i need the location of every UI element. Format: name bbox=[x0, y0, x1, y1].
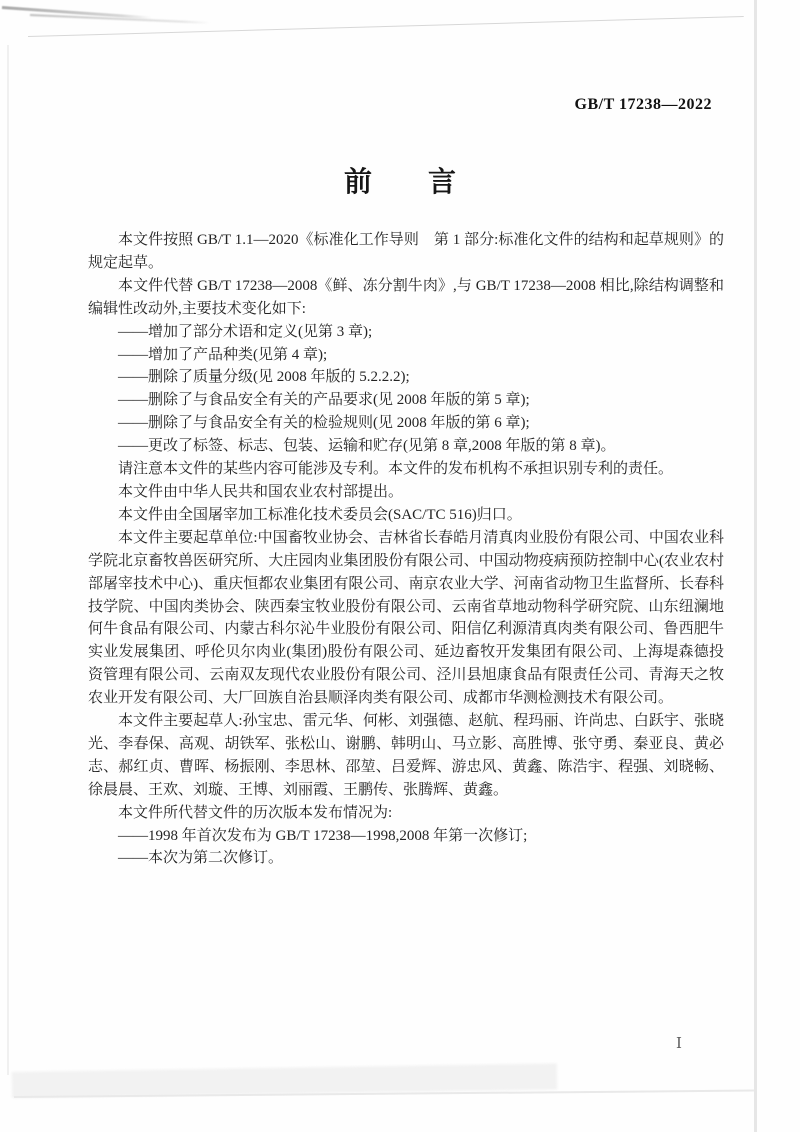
change-item: ——增加了产品种类(见第 4 章); bbox=[118, 346, 328, 363]
foreword-paragraph-replaces: 本文件代替 GB/T 17238—2008《鲜、冻分割牛肉》,与 GB/T 17238—2008 相比,除结构调整和编辑性改动外,主要技术变化如下: bbox=[88, 277, 724, 317]
change-item: ——更改了标签、标志、包装、运输和贮存(见第 8 章,2008 年版的第 8 章)。 bbox=[118, 438, 616, 455]
scan-artifact-bottom-edge-line bbox=[14, 1090, 754, 1098]
change-item: ——增加了部分术语和定义(见第 3 章); bbox=[118, 323, 373, 340]
changes-list bbox=[88, 321, 724, 458]
change-item: ——删除了与食品安全有关的产品要求(见 2008 年版的第 5 章); bbox=[118, 392, 530, 409]
foreword-paragraph-drafting-organizations: 本文件主要起草单位:中国畜牧业协会、吉林省长春皓月清真肉业股份有限公司、中国农业科学院北京畜牧兽医研究所、大庄园肉业集团股份有限公司、中国动物疫病预防控制中心(农业农村部屠宰技术中心)、重庆恒都农业集团有限公司、南京农业大学、河南省动物卫生监督所、长春科技学院、中国肉类协会、陕西秦宝牧业股份有限公司、云南省草地动物科学研究院、山东纽澜地何牛食品有限公司、内蒙古科尔沁牛业股份有限公司、阳信亿利源清真肉类有限公司、鲁西肥牛实业发展集团、呼伦贝尔肉业(集团)股份有限公司、延边畜牧开发集团有限公司、上海堤森德投资管理有限公司、云南双友现代农业股份有限公司、泾川县旭康食品有限责任公司、青海天之牧农业开发有限公司、大厂回族自治县顺泽肉类有限公司、成都市华测检测技术有限公司。 bbox=[88, 529, 724, 707]
history-item: ——本次为第二次修订。 bbox=[118, 850, 284, 867]
standard-number: GB/T 17238—2022 bbox=[574, 96, 712, 113]
foreword-paragraph-centralized-by: 本文件由全国屠宰加工标准化技术委员会(SAC/TC 516)归口。 bbox=[118, 506, 522, 523]
page-number: Ⅰ bbox=[676, 1036, 682, 1052]
scan-artifact-top-left-smudge bbox=[2, 6, 152, 19]
scan-artifact-bottom-smudge bbox=[12, 1063, 557, 1098]
history-list bbox=[88, 825, 724, 871]
history-item: ——1998 年首次发布为 GB/T 17238—1998,2008 年第一次修订; bbox=[118, 827, 528, 844]
foreword-body bbox=[88, 229, 724, 870]
foreword-paragraph-proposed-by: 本文件由中华人民共和国农业农村部提出。 bbox=[118, 483, 404, 500]
change-item: ——删除了与食品安全有关的检验规则(见 2008 年版的第 6 章); bbox=[118, 415, 530, 432]
scan-artifact-top-left-smudge-2 bbox=[30, 14, 210, 24]
change-item: ——删除了质量分级(见 2008 年版的 5.2.2.2); bbox=[118, 369, 410, 386]
foreword-paragraph-basis: 本文件按照 GB/T 1.1—2020《标准化工作导则 第 1 部分:标准化文件的结构和起草规则》的规定起草。 bbox=[88, 232, 724, 271]
page-title-char-first: 前 bbox=[343, 166, 372, 197]
page-title-char-second: 言 bbox=[428, 166, 457, 197]
page-title bbox=[0, 160, 800, 200]
scan-artifact-top-edge-line bbox=[28, 16, 744, 37]
foreword-paragraph-history-intro: 本文件所代替文件的历次版本发布情况为: bbox=[118, 804, 393, 821]
foreword-paragraph-drafters: 本文件主要起草人:孙宝忠、雷元华、何彬、刘强德、赵航、程玛丽、许尚忠、白跃宇、张晓光、李春保、高观、胡铁军、张松山、谢鹏、韩明山、马立影、高胜博、张守勇、秦亚良、黄必志、郝红贞、曹晖、杨振刚、李思林、邵堃、吕爱辉、游忠风、黄鑫、陈浩宇、程强、刘晓畅、徐晨晨、王欢、刘璇、王博、刘丽霞、王鹏传、张腾辉、黄鑫。 bbox=[88, 713, 724, 798]
foreword-paragraph-patent: 请注意本文件的某些内容可能涉及专利。本文件的发布机构不承担识别专利的责任。 bbox=[118, 461, 674, 478]
